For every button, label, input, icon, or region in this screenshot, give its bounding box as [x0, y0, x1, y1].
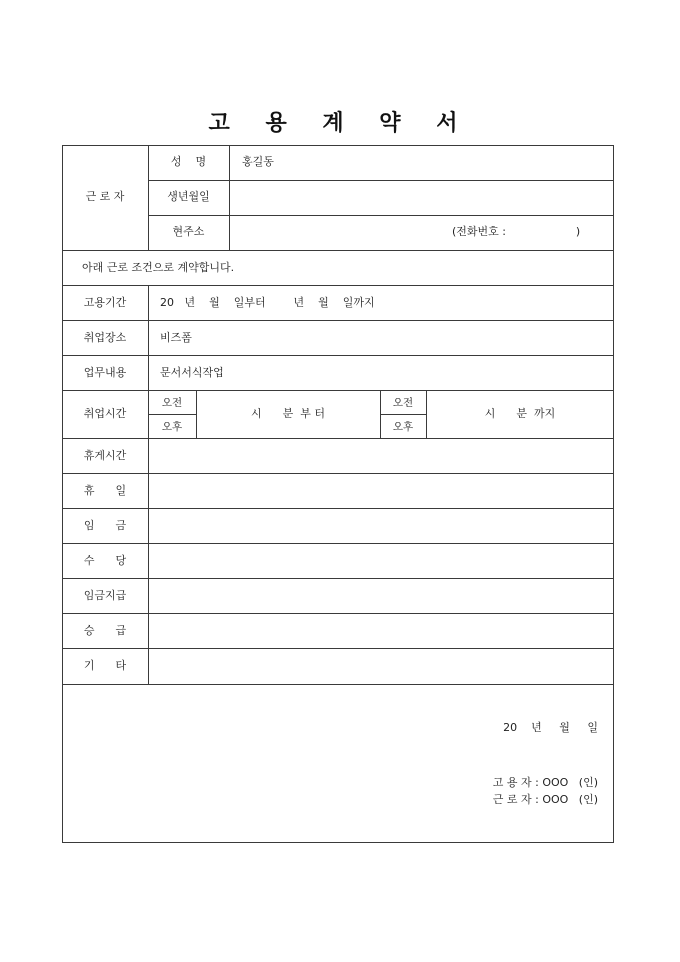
- holiday-label: 휴 일: [83, 484, 127, 497]
- break-time-label: 휴게시간: [83, 449, 127, 462]
- divider: [62, 543, 614, 544]
- divider: [62, 320, 614, 321]
- hours-label: 취업시간: [83, 407, 127, 420]
- divider: [62, 285, 614, 286]
- address-label: 현주소: [172, 225, 205, 238]
- period-label: 고용기간: [83, 296, 127, 309]
- divider: [229, 145, 230, 250]
- raise-label: 승 급: [83, 624, 127, 637]
- divider: [380, 414, 426, 415]
- contract-date: 20 년 월 일: [503, 721, 598, 734]
- divider: [148, 285, 149, 684]
- name-value[interactable]: 홍길동: [242, 155, 274, 168]
- hours-am-label[interactable]: 오전: [161, 397, 183, 409]
- divider: [62, 508, 614, 509]
- divider: [62, 578, 614, 579]
- divider: [148, 215, 614, 216]
- divider: [62, 648, 614, 649]
- divider: [148, 180, 614, 181]
- divider: [62, 473, 614, 474]
- period-value[interactable]: 20 년 월 일부터 년 월 일까지: [160, 296, 375, 309]
- border-top: [62, 145, 614, 146]
- hours-pm-label[interactable]: 오후: [161, 421, 183, 433]
- intro-text: 아래 근로 조건으로 계약합니다.: [82, 261, 235, 274]
- duty-value[interactable]: 문서서식작업: [160, 366, 224, 379]
- phone-hint: (전화번호 : ): [452, 225, 581, 238]
- divider: [62, 355, 614, 356]
- birth-label: 생년월일: [167, 190, 210, 203]
- worker-group-label: 근 로 자: [85, 190, 125, 203]
- divider: [62, 438, 614, 439]
- document-title: 고 용 계 약 서: [208, 111, 472, 136]
- name-label: 성 명: [170, 155, 207, 168]
- hours-to-text: 시 분 까지: [484, 407, 556, 420]
- employer-signature: 고 용 자 : OOO (인): [492, 776, 598, 789]
- divider: [62, 250, 614, 251]
- etc-label: 기 타: [83, 659, 127, 672]
- place-value[interactable]: 비즈폼: [160, 331, 192, 344]
- duty-label: 업무내용: [83, 366, 127, 379]
- payment-label: 임금지급: [83, 589, 127, 602]
- place-label: 취업장소: [83, 331, 127, 344]
- divider: [62, 390, 614, 391]
- contract-table: [62, 145, 614, 843]
- worker-signature: 근 로 자 : OOO (인): [492, 793, 598, 806]
- hours-pm2-label[interactable]: 오후: [392, 421, 414, 433]
- allowance-label: 수 당: [83, 554, 127, 567]
- hours-am2-label[interactable]: 오전: [392, 397, 414, 409]
- border-bottom: [62, 842, 614, 843]
- wage-label: 임 금: [83, 519, 127, 532]
- divider: [62, 684, 614, 685]
- divider: [62, 613, 614, 614]
- hours-from-text: 시 분 부 터: [251, 407, 325, 420]
- divider: [148, 414, 196, 415]
